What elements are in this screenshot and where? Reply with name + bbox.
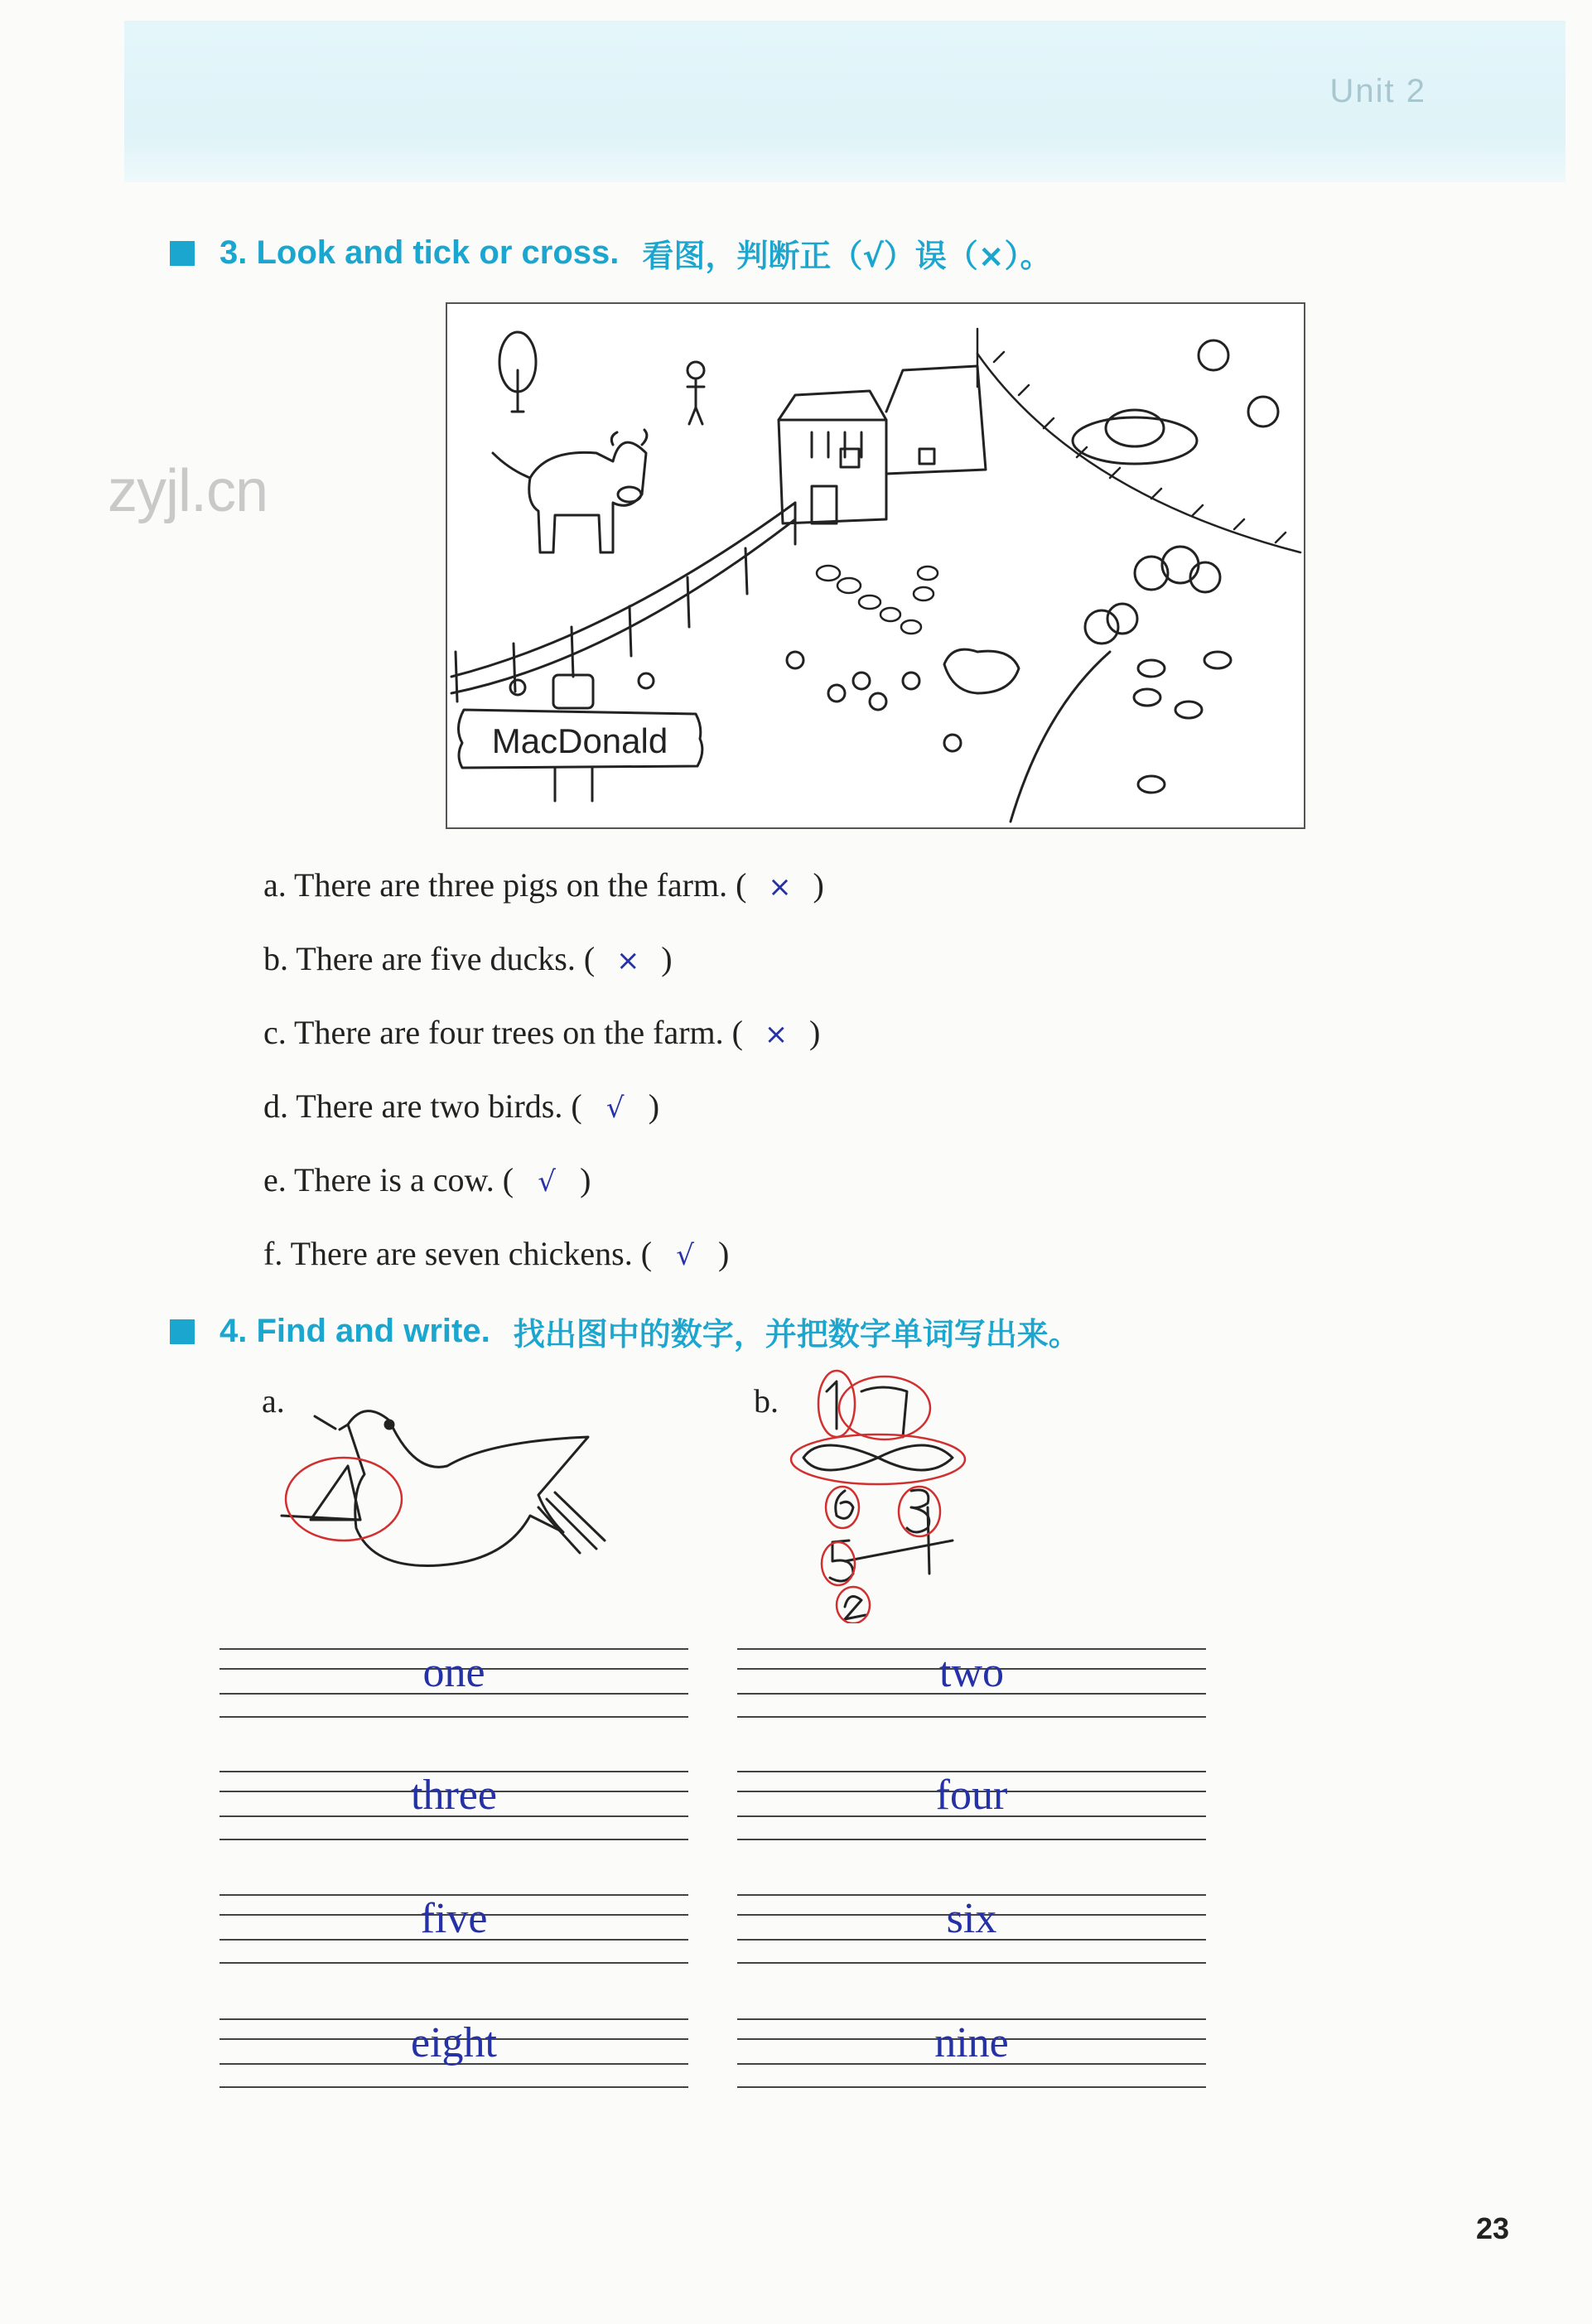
farm-illustration [446, 302, 1305, 829]
hidden-digit-4 [311, 1466, 360, 1520]
river [1011, 652, 1110, 822]
label-a: a. [262, 1382, 285, 1420]
section-4-heading [170, 1309, 1080, 1354]
answer-f[interactable]: √ [676, 1239, 694, 1272]
answer-word: eight [411, 2019, 497, 2066]
unit-label: Unit 2 [1329, 73, 1426, 109]
writing-line-8[interactable] [737, 2018, 1206, 2095]
ducks [1134, 652, 1231, 793]
statement-b: b. There are five ducks. ( × ) [263, 940, 673, 977]
writing-line-4[interactable] [737, 1771, 1206, 1847]
answer-e[interactable]: √ [538, 1165, 556, 1198]
writing-line-1[interactable] [220, 1648, 688, 1724]
writing-line-2[interactable] [737, 1648, 1206, 1724]
pig-pond [1073, 410, 1197, 464]
answer-word: six [946, 1895, 997, 1942]
statement-c: c. There are four trees on the farm. ( × ) [263, 1014, 821, 1051]
answer-word: four [935, 1772, 1008, 1819]
statement-f: f. There are seven chickens. ( √ ) [263, 1235, 730, 1272]
farmhouse [779, 366, 986, 523]
barbed-fence [977, 329, 1300, 552]
statement-e: e. There is a cow. ( √ ) [263, 1161, 591, 1198]
label-b: b. [754, 1382, 779, 1420]
pigs [1199, 340, 1278, 427]
path-stones [817, 566, 938, 634]
fence [451, 503, 795, 702]
section-3-heading [170, 230, 1052, 276]
answer-word: three [411, 1772, 497, 1819]
answer-word: two [939, 1649, 1004, 1696]
answer-d[interactable]: √ [605, 1092, 625, 1125]
cow [493, 430, 647, 552]
answer-word: one [422, 1649, 485, 1696]
writing-line-5[interactable] [220, 1894, 688, 1970]
section-marker [170, 241, 195, 266]
answer-word: nine [934, 2019, 1009, 2066]
bird-picture [273, 1383, 621, 1607]
bushes [1085, 547, 1220, 644]
circle-marks [791, 1371, 965, 1623]
page-number: 23 [1475, 2211, 1509, 2245]
section-4-instruction: 找出图中的数字，并把数字单词写出来。 [513, 1316, 1080, 1352]
answer-a[interactable]: × [768, 870, 792, 904]
section-marker [170, 1319, 195, 1344]
answer-c[interactable]: × [764, 1018, 789, 1051]
farmer [687, 362, 704, 424]
chickens [787, 649, 1019, 751]
digits-picture [787, 1367, 977, 1623]
writing-line-6[interactable] [737, 1894, 1206, 1970]
writing-line-7[interactable] [220, 2018, 688, 2095]
birds [510, 673, 654, 695]
section-3-instruction: 看图，判断正（√）误（×）。 [642, 238, 1052, 274]
statement-d: d. There are two birds. ( √ ) [263, 1087, 660, 1125]
answer-b[interactable]: × [615, 944, 640, 977]
watermark: zyjl.cn [108, 458, 268, 524]
answer-word: five [420, 1895, 488, 1942]
sign-text: MacDonald [491, 721, 668, 760]
section-4-title: 4. Find and write. [220, 1313, 490, 1349]
section-3-title: 3. Look and tick or cross. [220, 234, 620, 271]
tree-1 [499, 332, 536, 412]
statement-a: a. There are three pigs on the farm. ( × ) [263, 866, 824, 904]
writing-line-3[interactable] [220, 1771, 688, 1847]
